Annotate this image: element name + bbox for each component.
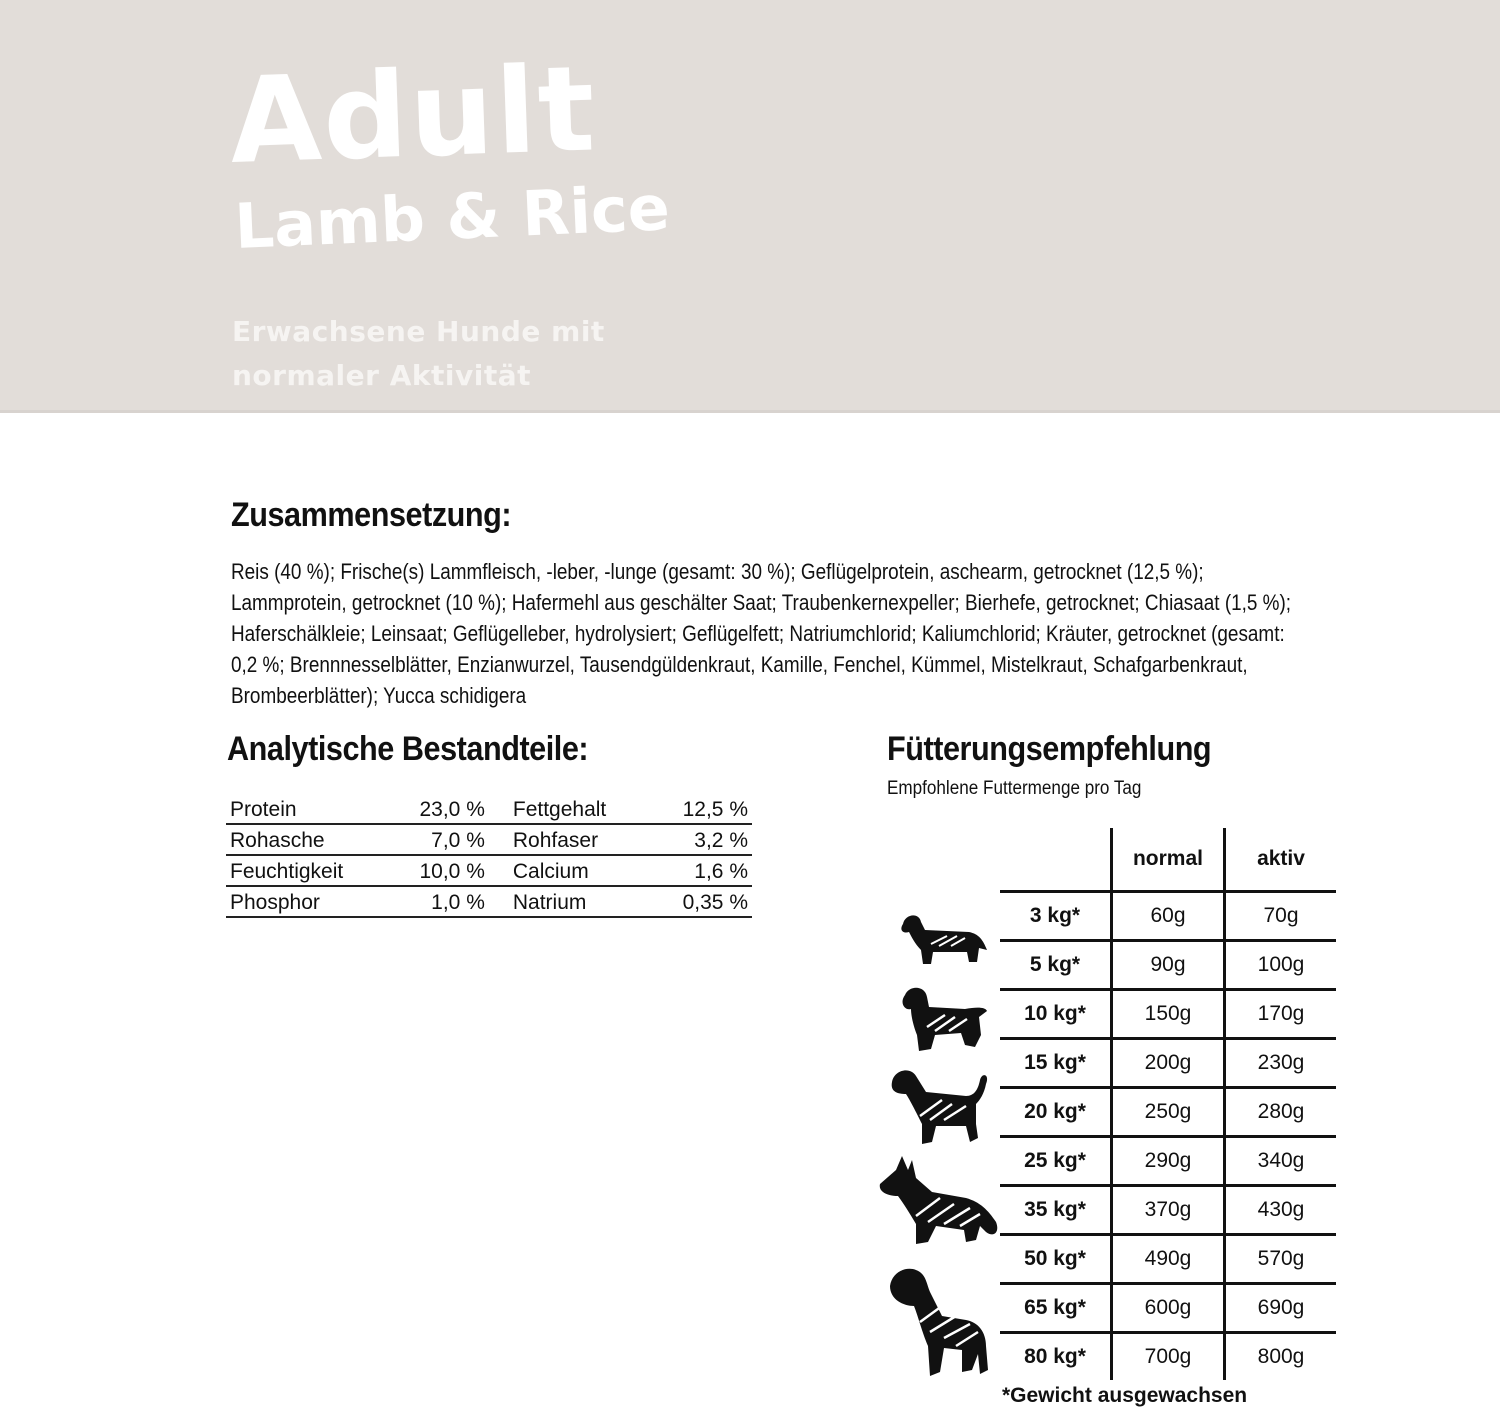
feeding-heading: Fütterungsempfehlung [887,730,1212,768]
amount-normal: 250g [1112,1088,1225,1137]
amount-normal: 60g [1112,892,1225,941]
dog-weight: 50 kg* [1000,1235,1112,1284]
great-dane-icon [886,1266,994,1380]
header-weight [1000,828,1112,892]
analytical-label: Phosphor [226,886,390,917]
dog-weight: 25 kg* [1000,1137,1112,1186]
analytical-table [226,794,752,918]
feeding-table [1000,828,1336,1380]
dachshund-icon [895,910,990,970]
amount-normal: 290g [1112,1137,1225,1186]
analytical-row [226,855,752,886]
shepherd-icon [876,1156,1000,1251]
analytical-label: Feuchtigkeit [226,855,390,886]
amount-normal: 600g [1112,1284,1225,1333]
analytical-row [226,794,752,824]
amount-normal: 200g [1112,1039,1225,1088]
feeding-footnote: *Gewicht ausgewachsen [1002,1384,1248,1407]
composition-text: Reis (40 %); Frische(s) Lammfleisch, -leber, -lunge (gesamt: 30 %); Geflügelprotein, aschearm, getrocknet (12,5 %); Lammprotein, getrocknet (10 %); Hafermehl aus geschälter Saat; Traubenkernexpeller; Bierhefe, getrocknet; Chiasaat (1,5 %); Haferschälkleie; Leinsaat; Geflügelleber, hydrolysiert; Geflügelfett; Natriumchlorid; Kaliumchlorid; Kräuter, getrocknet (gesamt: 0,2 %; Brennnesselblätter, Enzianwurzel, Tausendgüldenkraut, Kamille, Fenchel, Kümmel, Mistelkraut, Schafgarbenkraut, Brombeerblätter); Yucca schidigera [231,559,1292,708]
dog-weight: 10 kg* [1000,990,1112,1039]
analytical-label: Rohasche [226,824,390,855]
amount-active: 690g [1225,1284,1337,1333]
feeding-row [1000,1137,1336,1186]
analytical-label: Natrium [489,886,653,917]
feeding-row [1000,1088,1336,1137]
analytical-heading: Analytische Bestandteile: [227,730,589,768]
spaniel-icon [895,985,990,1055]
feeding-row [1000,1039,1336,1088]
amount-normal: 490g [1112,1235,1225,1284]
amount-normal: 150g [1112,990,1225,1039]
amount-active: 570g [1225,1235,1337,1284]
feeding-row [1000,990,1336,1039]
analytical-value: 7,0 % [390,824,489,855]
feeding-subtitle: Empfohlene Futtermenge pro Tag [887,778,1142,799]
dog-weight: 5 kg* [1000,941,1112,990]
header-normal: normal [1112,828,1225,892]
feeding-row [1000,941,1336,990]
product-variant: Lamb & Rice [233,171,672,263]
description-line-1: Erwachsene Hunde mit [232,315,605,348]
amount-active: 70g [1225,892,1337,941]
dog-weight: 65 kg* [1000,1284,1112,1333]
analytical-value: 1,0 % [390,886,489,917]
amount-active: 100g [1225,941,1337,990]
amount-active: 170g [1225,990,1337,1039]
amount-active: 340g [1225,1137,1337,1186]
amount-active: 280g [1225,1088,1337,1137]
description-line-2: normaler Aktivität [232,359,531,392]
feeding-row [1000,1235,1336,1284]
feeding-row [1000,1186,1336,1235]
dog-weight: 35 kg* [1000,1186,1112,1235]
feeding-row [1000,1284,1336,1333]
amount-normal: 370g [1112,1186,1225,1235]
terrier-icon [886,1066,992,1148]
dog-weight: 20 kg* [1000,1088,1112,1137]
analytical-value: 1,6 % [653,855,752,886]
header-active: aktiv [1225,828,1337,892]
amount-active: 800g [1225,1333,1337,1381]
analytical-value: 0,35 % [653,886,752,917]
amount-normal: 90g [1112,941,1225,990]
analytical-value: 23,0 % [390,794,489,824]
amount-active: 230g [1225,1039,1337,1088]
feeding-row [1000,892,1336,941]
analytical-row [226,886,752,917]
dog-weight: 3 kg* [1000,892,1112,941]
dog-weight: 80 kg* [1000,1333,1112,1381]
composition-heading: Zusammensetzung: [231,496,512,534]
amount-normal: 700g [1112,1333,1225,1381]
feeding-table-wrap [1000,828,1336,1380]
dog-weight: 15 kg* [1000,1039,1112,1088]
analytical-value: 3,2 % [653,824,752,855]
feeding-row [1000,1333,1336,1381]
analytical-value: 12,5 % [653,794,752,824]
hero-banner [0,0,1500,413]
analytical-label: Rohfaser [489,824,653,855]
analytical-label: Protein [226,794,390,824]
product-description [232,310,605,398]
analytical-label: Fettgehalt [489,794,653,824]
feeding-header-row [1000,828,1336,892]
amount-active: 430g [1225,1186,1337,1235]
analytical-row [226,824,752,855]
analytical-label: Calcium [489,855,653,886]
analytical-value: 10,0 % [390,855,489,886]
product-title: Adult [227,39,599,190]
